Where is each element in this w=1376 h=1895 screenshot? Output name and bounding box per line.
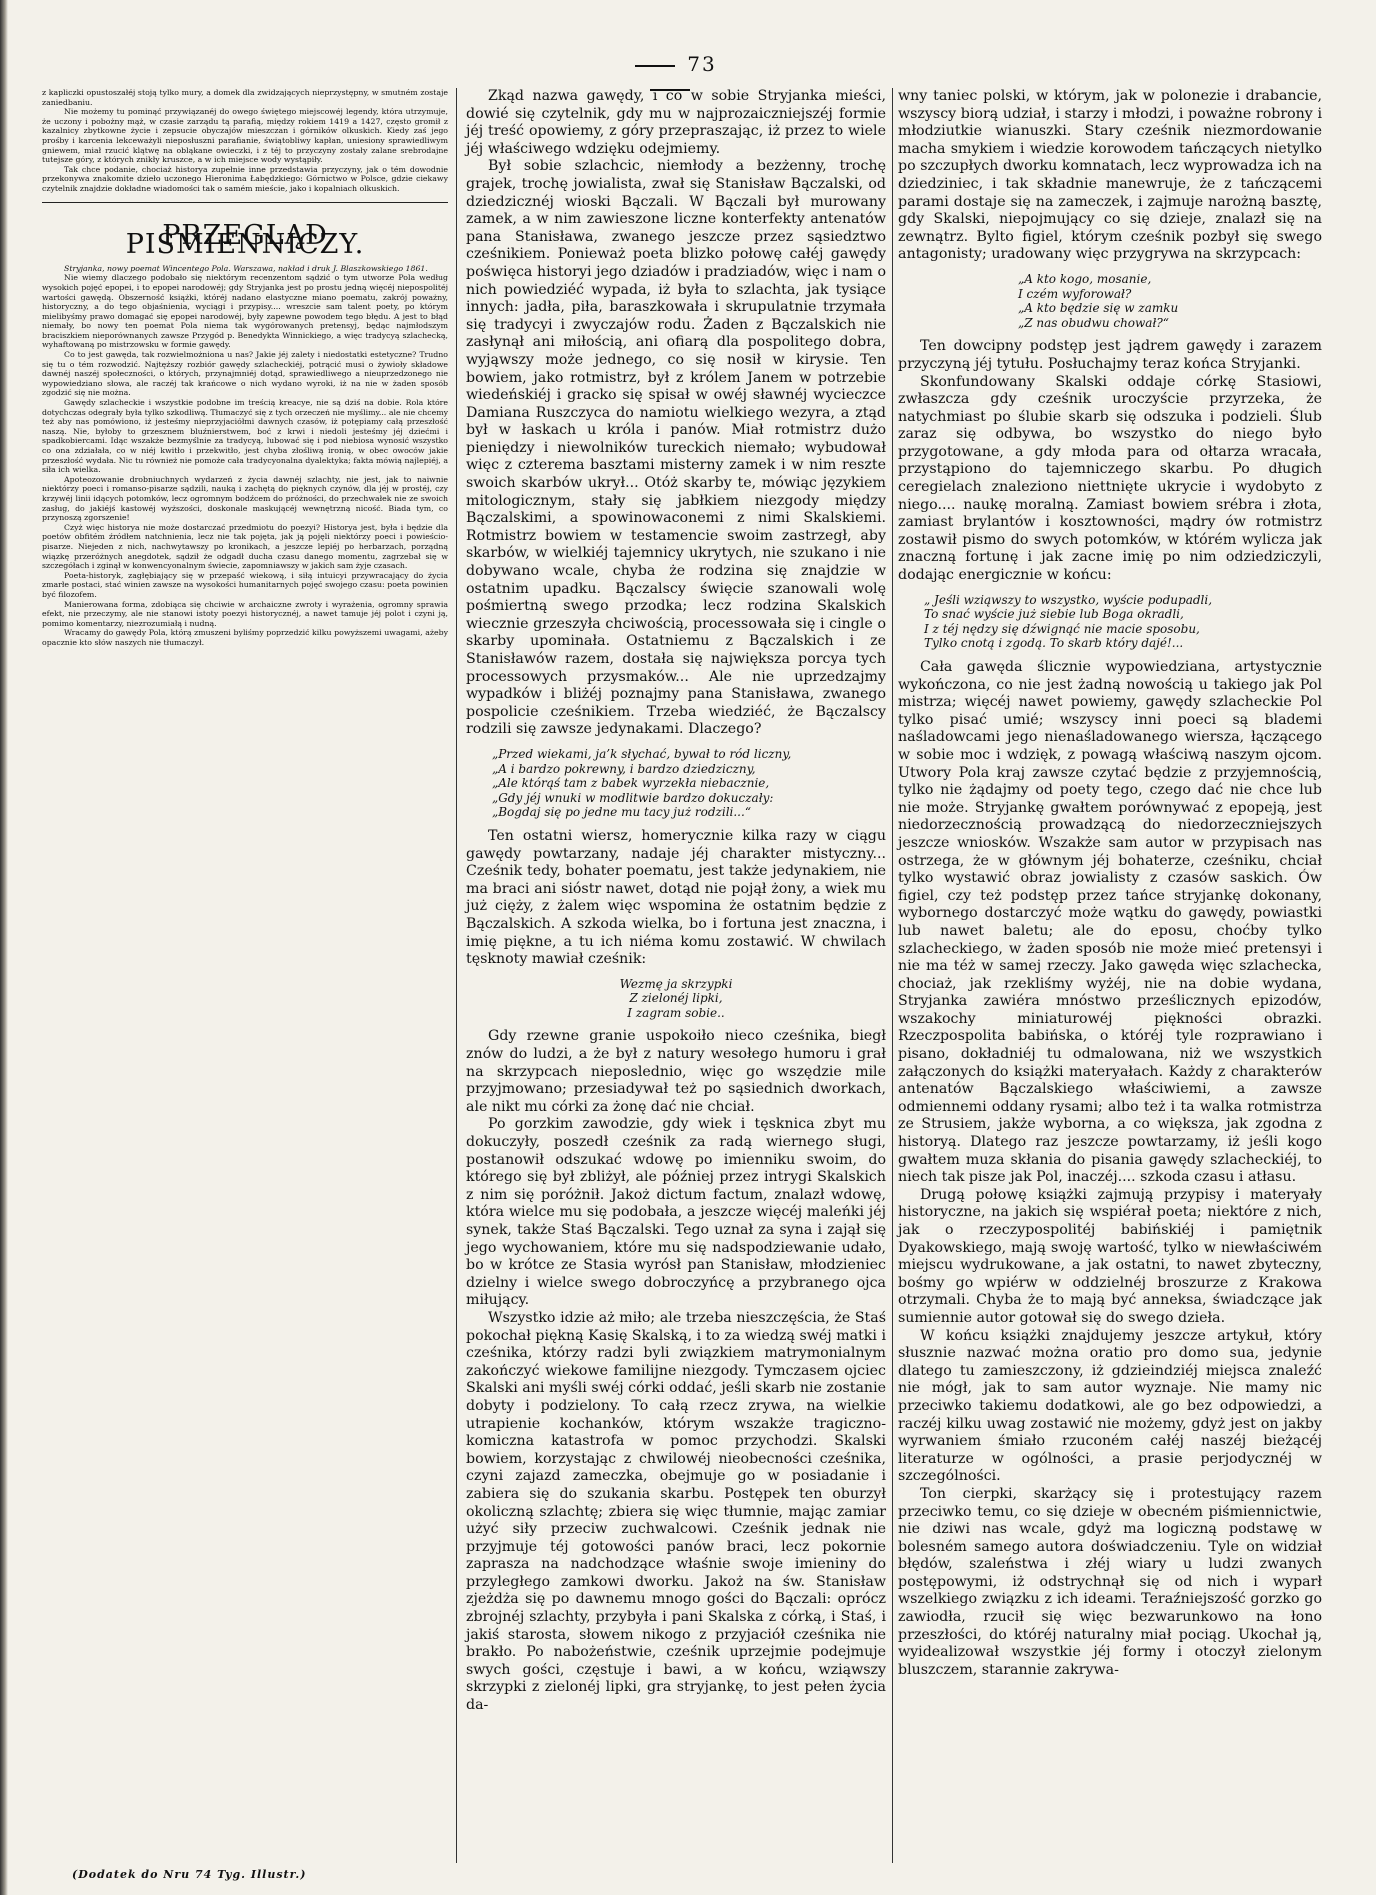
paragraph: Co to jest gawęda, tak rozwielmożniona u nas? Jakie jéj zalety i niedostatki estetyczne? Trudno się tu o tém rozwodzić. Najtęższy rozbiór gawędy szlacheckiéj, potrącić musi o żywioły składowe dawnéj naszéj społeczności, o których, przynajmniéj dotąd, sprawiedliwego a nieuprzedzonego nie wypowiedziano słowa, ale raczéj tak krańcowe o nich wydano wyroki, iż na nie w żaden sposób zgodzić się nie można. bbox=[42, 350, 448, 398]
verse-quote bbox=[924, 593, 1322, 651]
paragraph: Cała gawęda ślicznie wypowiedziana, artystycznie wykończona, co nie jest żadną nowością u takiego jak Pol mistrza; więcéj nawet powiemy, gawędy szlacheckie Pol tylko pisać umié; wszyscy inni poeci są blademi naśladowcami jego nienaśladowanego wiersza, łączącego w sobie moc i wdzięk, z powagą właściwą naszym ojcom. Utwory Pola kraj zawsze czytać będzie z przyjemnością, tylko nie żądajmy od poety tego, czego dać nie chce lub nie może. Stryjankę gwałtem porównywać z epopeją, jest niedorzecznością prowadzącą do niedorzeczniejszych jeszcze wniosków. Wszakże sam autor w przypisach nas ostrzega, że w głównym jéj bohaterze, cześniku, chciał tylko wystawić obraz jowialisty z czasów saskich. Ów figiel, czy też podstęp przez tańce stryjankę dokonany, wybornego dostarczyć może wątku do gawędy, powiastki lub nawet baletu; ale do eposu, choćby tylko szlacheckiego, w żaden sposób nie może mieć pretensyi i nie ma téż w samej rzeczy. Jako gawęda więc szlachecka, chociaż, jak rzekliśmy wyżéj, nie na dobie wydana, Stryjanka zawiéra mnóstwo prześlicznych epizodów, wszakochy miniaturowéj piękności obrazki. Rzeczpospolita babińska, o któréj tyle rozprawiano i pisano, dokładniéj tu odmalowana, niż we wszystkich załączonych do książki materyałach. Każdy z charakterów antenatów Bączalskiego właściwiemi, a zawsze odmiennemi oddany rysami; albo też i ta walka rotmistrza ze Strusiem, jakże wyborna, a co większa, jak zgodna z historyą. Dlatego raz jeszcze powtarzamy, iż jeśli kogo gwałtem muza skłania do pisania gawędy szlacheckiéj, to niech tak pisze jak Pol, inaczéj.... szkoda czasu i atłasu. bbox=[898, 659, 1322, 1186]
verse-quote bbox=[466, 977, 886, 1021]
paragraph: Zkąd nazwa gawędy, i co w sobie Stryjanka mieści, dowié się czytelnik, gdy mu w najprozaiczniejszéj formie jéj treść opowiemy, z góry przepraszając, iż przez to wiele jéj właściwego wdzięku odejmiemy. bbox=[466, 88, 886, 157]
verse-line: „ Jeśli wziąwszy to wszystko, wyście podupadli, bbox=[924, 592, 1213, 607]
column-left bbox=[42, 88, 448, 1878]
verse-quote bbox=[492, 747, 886, 820]
page-edge bbox=[0, 0, 8, 1895]
paragraph: Gdy rzewne granie uspokoiło nieco cześnika, biegł znów do ludzi, a że był z natury wesołego humoru i grał na skrzypcach nieposlednio, więc go wszędzie mile przyjmowano; przesiadywał też po sąsiednich dworkach, ale nikt mu córki za żonę dać nie chciał. bbox=[466, 1028, 886, 1115]
paragraph: W końcu książki znajdujemy jeszcze artykuł, który słusznie nazwać można oratio pro domo sua, jedynie dlatego tu zamieszczony, iż gdzieindziéj miejsca znaleźć nie mógł, jak to sam autor wyznaje. Nie mamy nic przeciwko takiemu dodatkowi, ale go bez odpowiedzi, a raczéj kilku uwag zostawić nie możemy, gdyż jest on jakby wyrwaniem śmiało rzuconém całéj naszéj bieżącéj literaturze w ogólności, a prasie perjodycznéj w szczególności. bbox=[898, 1327, 1322, 1485]
paragraph: wny taniec polski, w którym, jak w polonezie i drabancie, wszyscy biorą udział, i starzy i młodzi, i poważne robrony i młodziutkie wianuszki. Stary cześnik niezmordowanie macha smykiem i wiedzie korowodem tańczących nietylko po szczupłych dworku komnatach, lecz wyprowadza ich na dziedziniec, i tak składnie manewruje, że z tańczącemi parami dostaje się na zameczek, i zajmuje narożną basztę, gdy Skalski, niepojmujący co się dzieje, znalazł się na zewnątrz. Bylto figiel, którym cześnik pozbył się swego antagonisty; uradowany więc przygrywa na skrzypcach: bbox=[898, 88, 1322, 263]
verse-line: „Przed wiekami, ja’k słychać, bywał to ród liczny, bbox=[492, 746, 792, 761]
verse-line: Wezmę ja skrzypki bbox=[619, 976, 733, 991]
verse-line: „A kto będzie się w zamku bbox=[1018, 301, 1179, 316]
paragraph: Skonfundowany Skalski oddaje córkę Stasiowi, zwłaszcza gdy cześnik uroczyście przyrzeka, że natychmiast po ślubie skarb się odszuka i podzieli. Ślub zaraz się odbywa, bo wszystko do niego było przygotowane, a gdy młoda para od ołtarza wracała, przystąpiono do tajemniczego skarbu. Po długich ceregielach znaleziono niettnięte ukrycie i wydobyto z niego.... naukę moralną. Zamiast bowiem srébra i złota, zamiast brylantów i kosztowności, mądry ów rotmistrz zostawił pismo do swych potomków, w którém wylicza jak znaczną fortunę i jak zacne imię po nim odziedziczyli, dodając energicznie w końcu: bbox=[898, 373, 1322, 584]
verse-line: I czém wyforował? bbox=[1018, 286, 1132, 301]
paragraph: Nie możemy tu pominąć przywiązanéj do owego świętego miejscowéj legendy, która utrzymuje, że uczony i pobożny mąż, w czasie zarządu tą parafią, między rokiem 1419 a 1427, często gromił z kazalnicy zbytkowne życie i zepsucie obyczajów mieszczan i górników olkuskich. Kiedy zaś jego prośby i karcenia lekceważyli nieposłuszni parafianie, świątobliwy kapłan, uniesiony sprawiedliwym gniewem, miał rzucić klątwę na obląkane owieczki, i z téj to przyczyny zostały zalane srebrodajne tutejsze góry, z których znikły kruszce, a w ich miejsce wody wystąpiły. bbox=[42, 107, 448, 165]
paragraph: Po gorzkim zawodzie, gdy wiek i tęsknica zbyt mu dokuczyły, poszedł cześnik za radą wiernego sługi, postanowił odszukać wdowę po imienniku swoim, do którego się był zbliżył, ale później przez intrygi Skalskich z nim się poróżnił. Jakoż dictum factum, znalazł wdowę, która wielce mu się podobała, a jeszcze więcéj maleńki jéj synek, także Staś Bączalski. Tego uznał za syna i zajął się jego wychowaniem, które mu się nadspodziewanie udało, bo w krótce ze Stasia wyrósł pan Stanisław, młodzieniec dzielny i wielce swego dobroczyńcę a przybranego ojca miłujący. bbox=[466, 1116, 886, 1309]
section-title: PRZEGLĄD PIŚMIENNICZY. bbox=[125, 219, 365, 261]
column-right bbox=[898, 88, 1322, 1679]
paragraph: z kapliczki opustoszałéj stoją tylko mury, a domek dla zwidzających nieprzystępny, w smutném zostaje zaniedbaniu. bbox=[42, 88, 448, 107]
column-middle bbox=[466, 88, 886, 1715]
paragraph: Gawędy szlacheckie i wszystkie podobne im treścią kreacye, nie są dziś na dobie. Rola które dotychczas odegrały była tylko szkodliwą. Tłumaczyć się z tych orzeczeń nie myślimy... ale nie chcemy też aby nas pomówiono, iż jesteśmy nieprzyjaciółmi dawnych czasów, iż potępiamy całą przeszłość naszą. Nie, byłoby to grzesznem bluźnierstwem, boć z krwi i niedoli jesteśmy jéj dziećmi i spadkobiercami. Idąc wszakże bezmyślnie za tradycyą, lubować się i pod niebiosa wynosić wszystko co ona zdziałała, co w niéj kwitło i przekwitło, jest chyba złośliwą ironią, w obec owoców jakie przeszłość wydała. Nic tu również nie pomoże cała tradycyonalna dyalektyka; fakta mówią najlepiéj, a siła ich wielka. bbox=[42, 398, 448, 475]
verse-line: „Z nas obudwu chował?“ bbox=[1018, 315, 1169, 330]
column-rule bbox=[892, 88, 893, 1863]
paragraph: Nie wiemy dlaczego podobało się niektórym recenzentom sądzić o tym utworze Pola według wysokich pojęć epopei, i to epopei narodowéj; gdy Stryjanka jest po prostu jedną więcéj niepospolitéj wartości gawędą. Obszerność książki, któréj nadano elastyczne miano poematu, zakrój poważny, historyczny, a do tego objaśnienia, wyciągi i przypisy.... wreszcie sam talent poety, po którym mielibyśmy prawo domagać się epopei narodowéj, były zapewne powodem tego błędu. A jest to błąd niemały, bo nowy ten poemat Pola niema tak wygórowanych pretensyj, będąc najmłodszym braciszkiem nieporównanych zawsze Przygód p. Benedykta Winnickiego, a więc tradycyą szlachecką, wyhaftowaną po mistrzowsku w formie gawędy. bbox=[42, 273, 448, 350]
paragraph: Ten dowcipny podstęp jest jądrem gawędy i zarazem przyczyną jéj tytułu. Posłuchajmy teraz końca Stryjanki. bbox=[898, 338, 1322, 372]
paragraph: Był sobie szlachcic, niemłody a bezżenny, trochę grajek, trochę jowialista, zwał się Stanisław Bączalski, od dziedzicznéj wioski Bączali. W Bączali był murowany zamek, a w nim zawieszone liczne konterfekty antenatów pana Stanisława, zwanego jeszcze przez sąsiedztwo cześnikiem. Ponieważ poeta blizko połowę całéj gawędy poświęca historyi jego dziadów i pradziadów, więc i nam o nich powiedziéć wypada, iż była to szlachta, jak tysiące innych: jadła, piła, baraszkowała i skrupulatnie trzymała się tradycyi i zwyczajów rodu. Żaden z Bączalskich nie zasłynął ani miłością, ani ofiarą dla pospolitego dobra, wyjąwszy może jednego, co się nosił w kirysie. Ten bowiem, jako rotmistrz, był z królem Janem w potrzebie wiedeńskiéj i gracko się spisał w owéj sławnéj wycieczce Damiana Ruszczyca do namiotu wielkiego wezyra, a ztąd był w łaskach u króla i panów. Miał rotmistrz dużo pieniędzy i niewolników tureckich niemało; wybudował więc z czterema basztami misterny zamek i w nim reszte swoich skarbów ukrył... Otóż skarby te, mówiąc językiem mitologicznym, stały się jabłkiem niezgody między Bączalskimi, a spowinowaconemi z nimi Skalskiemi. Rotmistrz bowiem w testamencie swoim zastrzegł, aby skarbów, w wielkiéj tajemnicy ukrytych, nie szukano i nie dobywano wcale, chyba że rodzina się znajdzie w ostatnim upadku. Bączalscy święcie szanowali wolę pośmiertną swego przodka; lecz rodzina Skalskich wiecznie grzeszyła chciwością, processowała się i cingle o skarby upominała. Ostatniemu z Bączalskich i ze Stanisławów razem, dostała się największa porcya tych processowych przysmaków... Ale nie uprzedzajmy wypadków i bliżéj poznajmy pana Stanisława, zwanego pospolicie cześnikiem. Trzeba wiedziéć, że Bączalscy rodzili się zawsze jedynakami. Dlaczego? bbox=[466, 158, 886, 738]
verse-line: I zagram sobie.. bbox=[627, 1005, 725, 1020]
verse-line: „Gdy jéj wnuki w modlitwie bardzo dokuczały: bbox=[492, 790, 774, 805]
paragraph: Poeta-historyk, zagłębiający się w przepaść wiekową, i siłą intuicyi przywracający do życia zmarłe postaci, stać winien zawsze na wysokości humanitarnych pojęć swojego czasu: poeta powinien być filozofem. bbox=[42, 570, 448, 599]
paragraph: Drugą połowę książki zajmują przypisy i materyały historyczne, na jakich się wspiérał poeta; niektóre z nich, jak o rzeczypospolitéj babińskiéj i pamiętnik Dyakowskiego, mają swoję wartość, tylko w niewłaściwém miejscu wydrukowane, a jak ostatni, to nawet zbyteczny, bośmy go wpiérw w oddzielnéj broszurze z Krakowa otrzymali. Chyba że to mają być anneksa, świadczące jak sumiennie autor gotował się do swego dzieła. bbox=[898, 1186, 1322, 1326]
paragraph: Wszystko idzie aż miło; ale trzeba nieszczęścia, że Staś pokochał piękną Kasię Skalską, i to za wiedzą swéj matki i cześnika, którzy radzi byli związkiem matrymonialnym zakończyć wiekowe familijne niezgody. Tymczasem ojciec Skalski ani myśli swéj córki oddać, jeśli skarb nie zostanie dobyty i podzielony. To całą rzecz zrywa, na wielkie utrapienie kochanków, którym wszakże tragiczno-komiczna katastrofa w pomoc przychodzi. Skalski bowiem, korzystając z chwilowéj nieobecności cześnika, czyni zajazd zameczka, obejmuje go w posiadanie i zabiera się do szukania skarbu. Postępek ten oburzył okoliczną szlachtę; zbiera się więc tłumnie, mając zamiar użyć siły przeciw zuchwalcowi. Cześnik jednak nie przyjmuje téj gotowości panów braci, lecz pokornie zaprasza na nadchodzące właśnie swoje imieniny do przyległego zamkowi dworku. Jakoż na św. Stanisław zjeżdża się po dawnemu mnogo gości do Bączali: oprócz zbrojnéj szlachty, przybyła i pani Skalska z córką, i Staś, i jakiś starosta, słowem nikogo z przyjaciół cześnika nie brakło. Po nabożeństwie, cześnik uprzejmie podejmuje swych gości, częstuje i bawi, a w końcu, wziąwszy skrzypki z zielonéj lipki, gra stryjankę, to jest pełen życia da- bbox=[466, 1309, 886, 1714]
paragraph: Tak chce podanie, chociaż historya zupełnie inne przedstawia przyczyny, jak o tém dowodnie przekonywa znakomite dzieło uczonego Hieronima Łabędzkiego: Górnictwo w Polsce, gdzie ciekawy czytelnik znajdzie dokładne wiadomości tak o samém mieście, jako i kopalniach olkuskich. bbox=[42, 164, 448, 193]
verse-line: Tylko cnotą i zgodą. To skarb który dajé!... bbox=[924, 636, 1184, 651]
paragraph: Ten ostatni wiersz, homerycznie kilka razy w ciągu gawędy powtarzany, nadaje jéj charakter mistyczny... Cześnik tedy, bohater poematu, jest także jedynakiem, nie ma braci ani sióstr nawet, dotąd nie pojął żony, a wiek mu już cięży, z żalem więc wspomina że ostatnim będzie z Bączalskich. A szkoda wielka, bo i fortuna jest znaczna, i imię piękne, a tu ich niéma komu zostawić. W chwilach tęsknoty mawiał cześnik: bbox=[466, 827, 886, 968]
paragraph: Manierowana forma, zdobiąca się chciwie w archaiczne zwroty i wyrażenia, ogromny sprawia efekt, nie przeczymy, ale nie stanowi istoty poezyi historycznéj, a nawet tamuje jéj polot i czyni ją, pomimo komentarzy, niezrozumiałą i nudną. bbox=[42, 599, 448, 628]
verse-line: I z téj nędzy się dźwignąć nie macie sposobu, bbox=[924, 621, 1200, 636]
verse-quote bbox=[1018, 272, 1322, 330]
page-footer: (Dodatek do Nru 74 Tyg. Illustr.) bbox=[72, 1868, 307, 1881]
paragraph: Czyż więc historya nie może dostarczać przedmiotu do poezyi? Historya jest, była i będzie dla poetów obfitém źródłem natchnienia, lecz nie tak pojęta, jak ją pojęli niektórzy poeci i powieścio-pisarze. Niejeden z nich, nachwytawszy po kronikach, a jeszcze lepiéj po herbarzach, porządną wiązkę przeróżnych anegdotek, sądził że odgadł ducha czasu danego momentu, zagrzebał się w szczegółach i zginął w konwencyonalnym świecie, zapomniawszy w jakich sam żyje czasach. bbox=[42, 522, 448, 571]
page-number: 73 bbox=[600, 52, 740, 100]
paragraph: Wracamy do gawędy Pola, którą zmuszeni byliśmy poprzedzić kilku powyższemi uwagami, ażeby opacznie kto słów naszych nie tłumaczył. bbox=[42, 628, 448, 647]
paragraph: Apoteozowanie drobniuchnych wydarzeń z życia dawnéj szlachty, nie jest, jak to naiwnie niektórzy poeci i romanso-pisarze sądzili, nauką i zachętą do pięknych czynów, dla jéj w prostéj, czy krzywéj linii idących potomków, lecz ogromnym bodźcem do próżności, do przechwałek nie ze swoich zasług, do jakiéjś kastowéj wyższości, doskonale maskującéj wewnętrzną nicość. Biada tym, co przynoszą zgorszenie! bbox=[42, 474, 448, 523]
verse-line: „Bogdaj się po jedne mu tacy już rodzili...“ bbox=[492, 805, 751, 820]
verse-line: Z zielonéj lipki, bbox=[629, 991, 723, 1006]
section-divider bbox=[42, 202, 448, 203]
verse-line: „A i bardzo pokrewny, i bardzo dziedziczny, bbox=[492, 761, 756, 776]
verse-line: To snać wyście już siebie lub Boga okradli, bbox=[924, 607, 1184, 622]
verse-line: „A kto kogo, mosanie, bbox=[1018, 271, 1152, 286]
book-entry: Stryjanka, nowy poemat Wincentego Pola. Warszawa, nakład i druk J. Blaszkowskiego 1861. bbox=[64, 263, 428, 273]
paragraph: Ton cierpki, skarżący się i protestujący razem przeciwko temu, co się dzieje w obecném piśmiennictwie, nie dziwi nas wcale, gdyż ma logiczną podstawę w bolesném samego autora doświadczeniu. Tyle on widział błędów, szaleństwa i złéj wiary u ludzi zwanych postępowymi, iż odstrychnął się od nich i wyparł wszelkiego związku z ich ideami. Teraźniejszość gorzko go zawiodła, rzucił się więc bezwarunkowo na łono przeszłości, do któréj naturalny miał pociąg. Ukochał ją, wyidealizował wszystkie jéj formy i otoczył zielonym bluszczem, starannie zakrywa- bbox=[898, 1485, 1322, 1678]
column-rule bbox=[456, 88, 457, 1863]
verse-line: „Ale którąś tam z babek wyrzekła niebacznie, bbox=[492, 776, 770, 791]
